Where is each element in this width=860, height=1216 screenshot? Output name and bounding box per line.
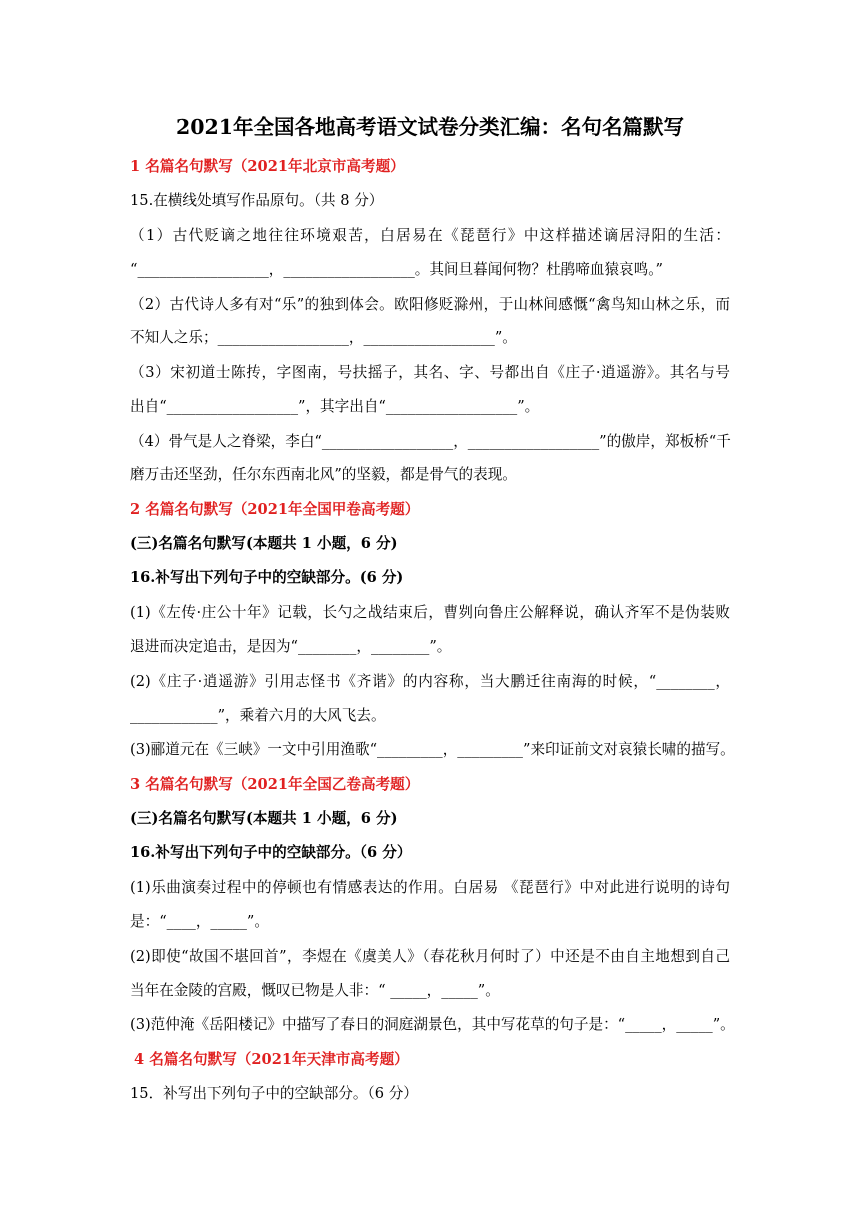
question-line: (3)郦道元在《三峡》一文中引用渔歌“_________，_________”来印证前文对哀猿长啸的描写。	[130, 741, 735, 758]
section-4-heading: 4 名篇名句默写（2021年天津市高考题）	[134, 1051, 409, 1068]
question-intro: 16.补写出下列句子中的空缺部分。(6 分)	[130, 569, 404, 586]
question-line: （2）古代诗人多有对“乐”的独到体会。欧阳修贬滁州，于山林间感慨“禽鸟知山林之乐，而	[130, 296, 730, 313]
question-intro: 16.补写出下列句子中的空缺部分。（6 分）	[130, 844, 412, 861]
question-intro: 15.在横线处填写作品原句。（共 8 分）	[130, 192, 384, 209]
question-line: 是：“____，_____”。	[130, 913, 269, 930]
question-line: 出自“__________________”，其字出自“__________________”。	[130, 398, 540, 415]
subsection-heading: (三)名篇名句默写(本题共 1 小题，6 分)	[130, 535, 398, 552]
section-1-heading: 1 名篇名句默写（2021年北京市高考题）	[130, 158, 405, 175]
question-line: 不知人之乐；__________________，__________________”。	[130, 329, 517, 346]
question-line: （1）古代贬谪之地往往环境艰苦，白居易在《琵琶行》中这样描述谪居浔阳的生活：	[130, 227, 730, 244]
question-line: 当年在金陵的宫殿，慨叹已物是人非：“ _____，_____”。	[130, 982, 500, 999]
question-line: (2)即使“故国不堪回首”，李煜在《虞美人》（春花秋月何时了）中还是不由自主地想到自己	[130, 948, 730, 965]
question-line: (2)《庄子·逍遥游》引用志怪书《齐谐》的内容称，当大鹏迁往南海的时候，“________，	[130, 673, 730, 690]
question-line: （3）宋初道士陈抟，字图南，号扶摇子，其名、字、号都出自《庄子·逍遥游》。其名与号	[130, 364, 730, 381]
question-line: ____________”，乘着六月的大风飞去。	[130, 707, 386, 724]
section-3-heading: 3 名篇名句默写（2021年全国乙卷高考题）	[130, 776, 420, 793]
subsection-heading: (三)名篇名句默写(本题共 1 小题，6 分)	[130, 810, 398, 827]
question-line: (3)范仲淹《岳阳楼记》中描写了春日的洞庭湖景色，其中写花草的句子是：“_____，_____”。	[130, 1016, 735, 1033]
section-2-heading: 2 名篇名句默写（2021年全国甲卷高考题）	[130, 501, 420, 518]
question-line: (1)乐曲演奏过程中的停顿也有情感表达的作用。白居易 《琵琶行》中对此进行说明的诗句	[130, 879, 730, 896]
question-line: （4）骨气是人之脊梁，李白“__________________，__________________”的傲岸，郑板桥“千	[130, 433, 731, 450]
question-line: “__________________，__________________。其间旦暮闻何物？杜鹃啼血猿哀鸣。”	[130, 261, 663, 278]
question-line: 退进而决定追击，是因为“________，________”。	[130, 638, 452, 655]
document-title: 2021年全国各地高考语文试卷分类汇编：名句名篇默写	[175, 115, 685, 139]
question-line: 磨万击还坚劲，任尔东西南北风”的坚毅，都是骨气的表现。	[130, 466, 517, 483]
question-intro: 15．补写出下列句子中的空缺部分。（6 分）	[130, 1085, 418, 1102]
question-line: (1)《左传·庄公十年》记载，长勺之战结束后，曹刿向鲁庄公解释说，确认齐军不是伪装败	[130, 604, 730, 621]
